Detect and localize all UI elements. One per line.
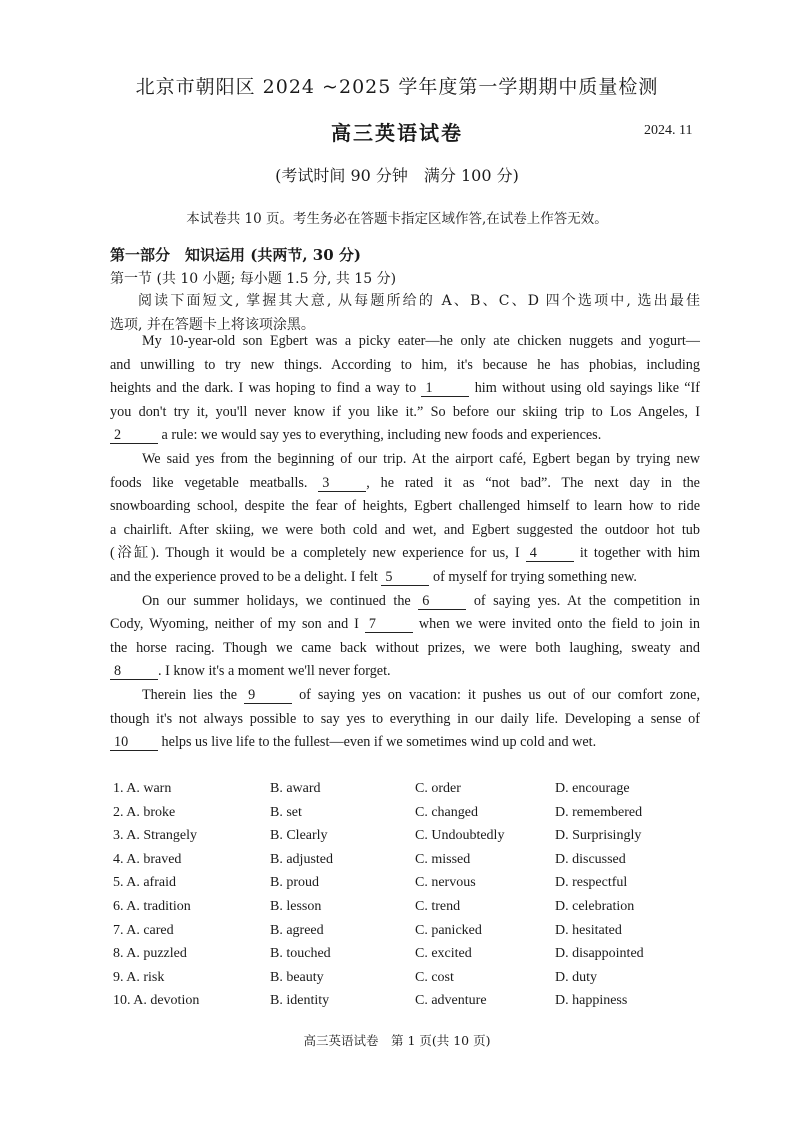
- passage-line: [110, 377, 700, 401]
- passage-text: Cody, Wyoming, neither of my son and I: [110, 616, 365, 633]
- option-c: C. nervous: [415, 875, 476, 891]
- option-c: C. cost: [415, 969, 454, 985]
- passage-text: a rule: we would say yes to everything, including new foods and experiences.: [158, 427, 602, 444]
- option-a: 4. A. braved: [113, 851, 182, 867]
- exam-notice: 本试卷共 10 页。考生务必在答题卡指定区域作答,在试卷上作答无效。: [186, 211, 608, 227]
- passage-line: [110, 731, 700, 755]
- passage-text: of myself for trying something new.: [429, 568, 637, 585]
- blank-9: 9: [244, 687, 292, 704]
- question-options-7: [113, 923, 713, 947]
- passage-line: [110, 590, 700, 614]
- option-b: B. lesson: [270, 898, 322, 914]
- question-options-3: [113, 828, 713, 852]
- exam-title: 北京市朝阳区 2024 ~2025 学年度第一学期期中质量检测: [135, 76, 659, 98]
- question-options-8: [113, 946, 713, 970]
- passage-text: the horse racing. Though we came back without prizes, we were both laughing, sweaty and: [110, 639, 700, 656]
- option-a: 8. A. puzzled: [113, 946, 187, 962]
- option-b: B. identity: [270, 993, 330, 1009]
- option-c: C. panicked: [415, 922, 482, 938]
- option-b: B. set: [270, 804, 302, 820]
- passage-text: you don't try it, you'll never know if you like it.” So before our skiing trip to Los Angeles, I: [110, 403, 700, 420]
- instruction-line: 选项, 并在答题卡上将该项涂黑。: [110, 316, 315, 333]
- passage-text: of saying yes. At the competition in: [466, 592, 700, 609]
- passage-text: Therein lies the: [142, 686, 245, 703]
- option-a: 3. A. Strangely: [113, 828, 197, 844]
- passage-text: though it's not always possible to say yes to everything in our daily life. Developing a sense of: [110, 710, 700, 727]
- exam-duration: (考试时间 90 分钟 满分 100 分): [275, 166, 519, 185]
- passage-line: [110, 354, 700, 378]
- question-options-1: [113, 781, 713, 805]
- passage-line: [110, 566, 700, 590]
- exam-subtitle: 高三英语试卷: [331, 121, 463, 145]
- option-a: 10. A. devotion: [113, 993, 200, 1009]
- passage-line: [110, 330, 700, 354]
- passage-text: (浴缸). Though it would be a completely new experience for us, I: [110, 545, 526, 562]
- option-c: C. Undoubtedly: [415, 828, 505, 844]
- passage-line: [110, 472, 700, 496]
- blank-3: 3: [318, 475, 366, 492]
- question-options-9: [113, 970, 713, 994]
- option-d: D. discussed: [555, 851, 626, 867]
- option-b: B. award: [270, 781, 321, 796]
- blank-4: 4: [526, 545, 574, 562]
- passage-text: My 10-year-old son Egbert was a picky eater—he only ate chicken nuggets and yogurt—: [142, 333, 700, 349]
- passage-line: [110, 424, 700, 448]
- page-footer: 高三英语试卷 第 1 页(共 10 页): [303, 1033, 491, 1048]
- passage-line: [110, 519, 700, 543]
- blank-8: 8: [110, 663, 158, 680]
- passage-text: snowboarding school, despite the fear of heights, Egbert challenged himself to learn how to ride: [110, 498, 700, 515]
- passage-text: a chairlift. After skiing, we were both cold and wet, and Egbert suggested the outdoor hot tub: [110, 521, 700, 538]
- passage-line: [110, 495, 700, 519]
- option-c: C. trend: [415, 898, 461, 914]
- blank-5: 5: [381, 569, 429, 586]
- blank-2: 2: [110, 427, 158, 444]
- question-options-5: [113, 875, 713, 899]
- passage-line: [110, 684, 700, 708]
- cloze-passage: [110, 330, 700, 755]
- passage-text: foods like vegetable meatballs.: [110, 474, 319, 491]
- passage-text: when we were invited onto the field to join in: [412, 616, 700, 633]
- passage-text: and unwilling to try new things. According to him, it's because he has phobias, including: [110, 356, 700, 373]
- option-b: B. adjusted: [270, 851, 333, 867]
- option-b: B. touched: [270, 946, 331, 962]
- option-d: D. hesitated: [555, 922, 622, 938]
- option-d: D. disappointed: [555, 946, 644, 962]
- instruction-line: 阅读下面短文, 掌握其大意, 从每题所给的 A、B、C、D 四个选项中, 选出最佳: [138, 293, 700, 309]
- passage-line: [110, 660, 700, 684]
- option-d: D. celebration: [555, 898, 635, 914]
- question-options-6: [113, 899, 713, 923]
- section-subheading: 第一节 (共 10 小题; 每小题 1.5 分, 共 15 分): [110, 271, 397, 287]
- passage-text: and the experience proved to be a delight. I felt: [110, 568, 382, 585]
- exam-date: 2024. 11: [644, 123, 693, 138]
- blank-6: 6: [418, 593, 466, 610]
- option-d: D. happiness: [555, 993, 628, 1009]
- option-b: B. proud: [270, 875, 319, 891]
- question-options-10: [113, 993, 713, 1017]
- option-b: B. agreed: [270, 922, 324, 938]
- option-a: 6. A. tradition: [113, 898, 191, 914]
- option-a: 5. A. afraid: [113, 875, 176, 891]
- option-c: C. changed: [415, 804, 478, 820]
- option-a: 7. A. cared: [113, 922, 174, 938]
- option-d: D. duty: [555, 969, 597, 985]
- blank-7: 7: [365, 616, 413, 633]
- option-d: D. respectful: [555, 875, 628, 891]
- passage-text: On our summer holidays, we continued the: [142, 592, 419, 609]
- blank-1: 1: [421, 380, 469, 397]
- passage-text: helps us live life to the fullest—even if we sometimes wind up cold and wet.: [158, 734, 597, 751]
- option-d: D. remembered: [555, 804, 643, 820]
- passage-line: [110, 448, 700, 472]
- passage-text: . I know it's a moment we'll never forget.: [158, 663, 391, 680]
- passage-line: [110, 613, 700, 637]
- passage-line: [110, 401, 700, 425]
- option-d: D. encourage: [555, 781, 630, 796]
- passage-text: We said yes from the beginning of our trip. At the airport café, Egbert began by trying new: [142, 450, 700, 467]
- passage-text: him without using old sayings like “If: [469, 380, 700, 397]
- option-c: C. missed: [415, 851, 471, 867]
- section-heading: 第一部分 知识运用 (共两节, 30 分): [110, 246, 361, 264]
- option-d: D. Surprisingly: [555, 828, 642, 844]
- option-a: 1. A. warn: [113, 781, 172, 796]
- passage-text: it together with him: [573, 545, 700, 562]
- answer-options: [113, 781, 713, 1017]
- option-c: C. order: [415, 781, 461, 796]
- passage-text: heights and the dark. I was hoping to find a way to: [110, 380, 422, 397]
- blank-10: 10: [110, 734, 158, 751]
- passage-text: , he rated it as “not bad”. The next day in the: [366, 474, 700, 491]
- passage-line: [110, 637, 700, 661]
- passage-line: [110, 708, 700, 732]
- passage-line: [110, 542, 700, 566]
- option-b: B. beauty: [270, 969, 324, 985]
- option-a: 2. A. broke: [113, 804, 176, 820]
- option-c: C. adventure: [415, 993, 487, 1009]
- passage-text: of saying yes on vacation: it pushes us out of our comfort zone,: [292, 686, 700, 703]
- option-a: 9. A. risk: [113, 969, 165, 985]
- option-c: C. excited: [415, 946, 472, 962]
- option-b: B. Clearly: [270, 828, 328, 844]
- question-options-4: [113, 852, 713, 876]
- question-options-2: [113, 805, 713, 829]
